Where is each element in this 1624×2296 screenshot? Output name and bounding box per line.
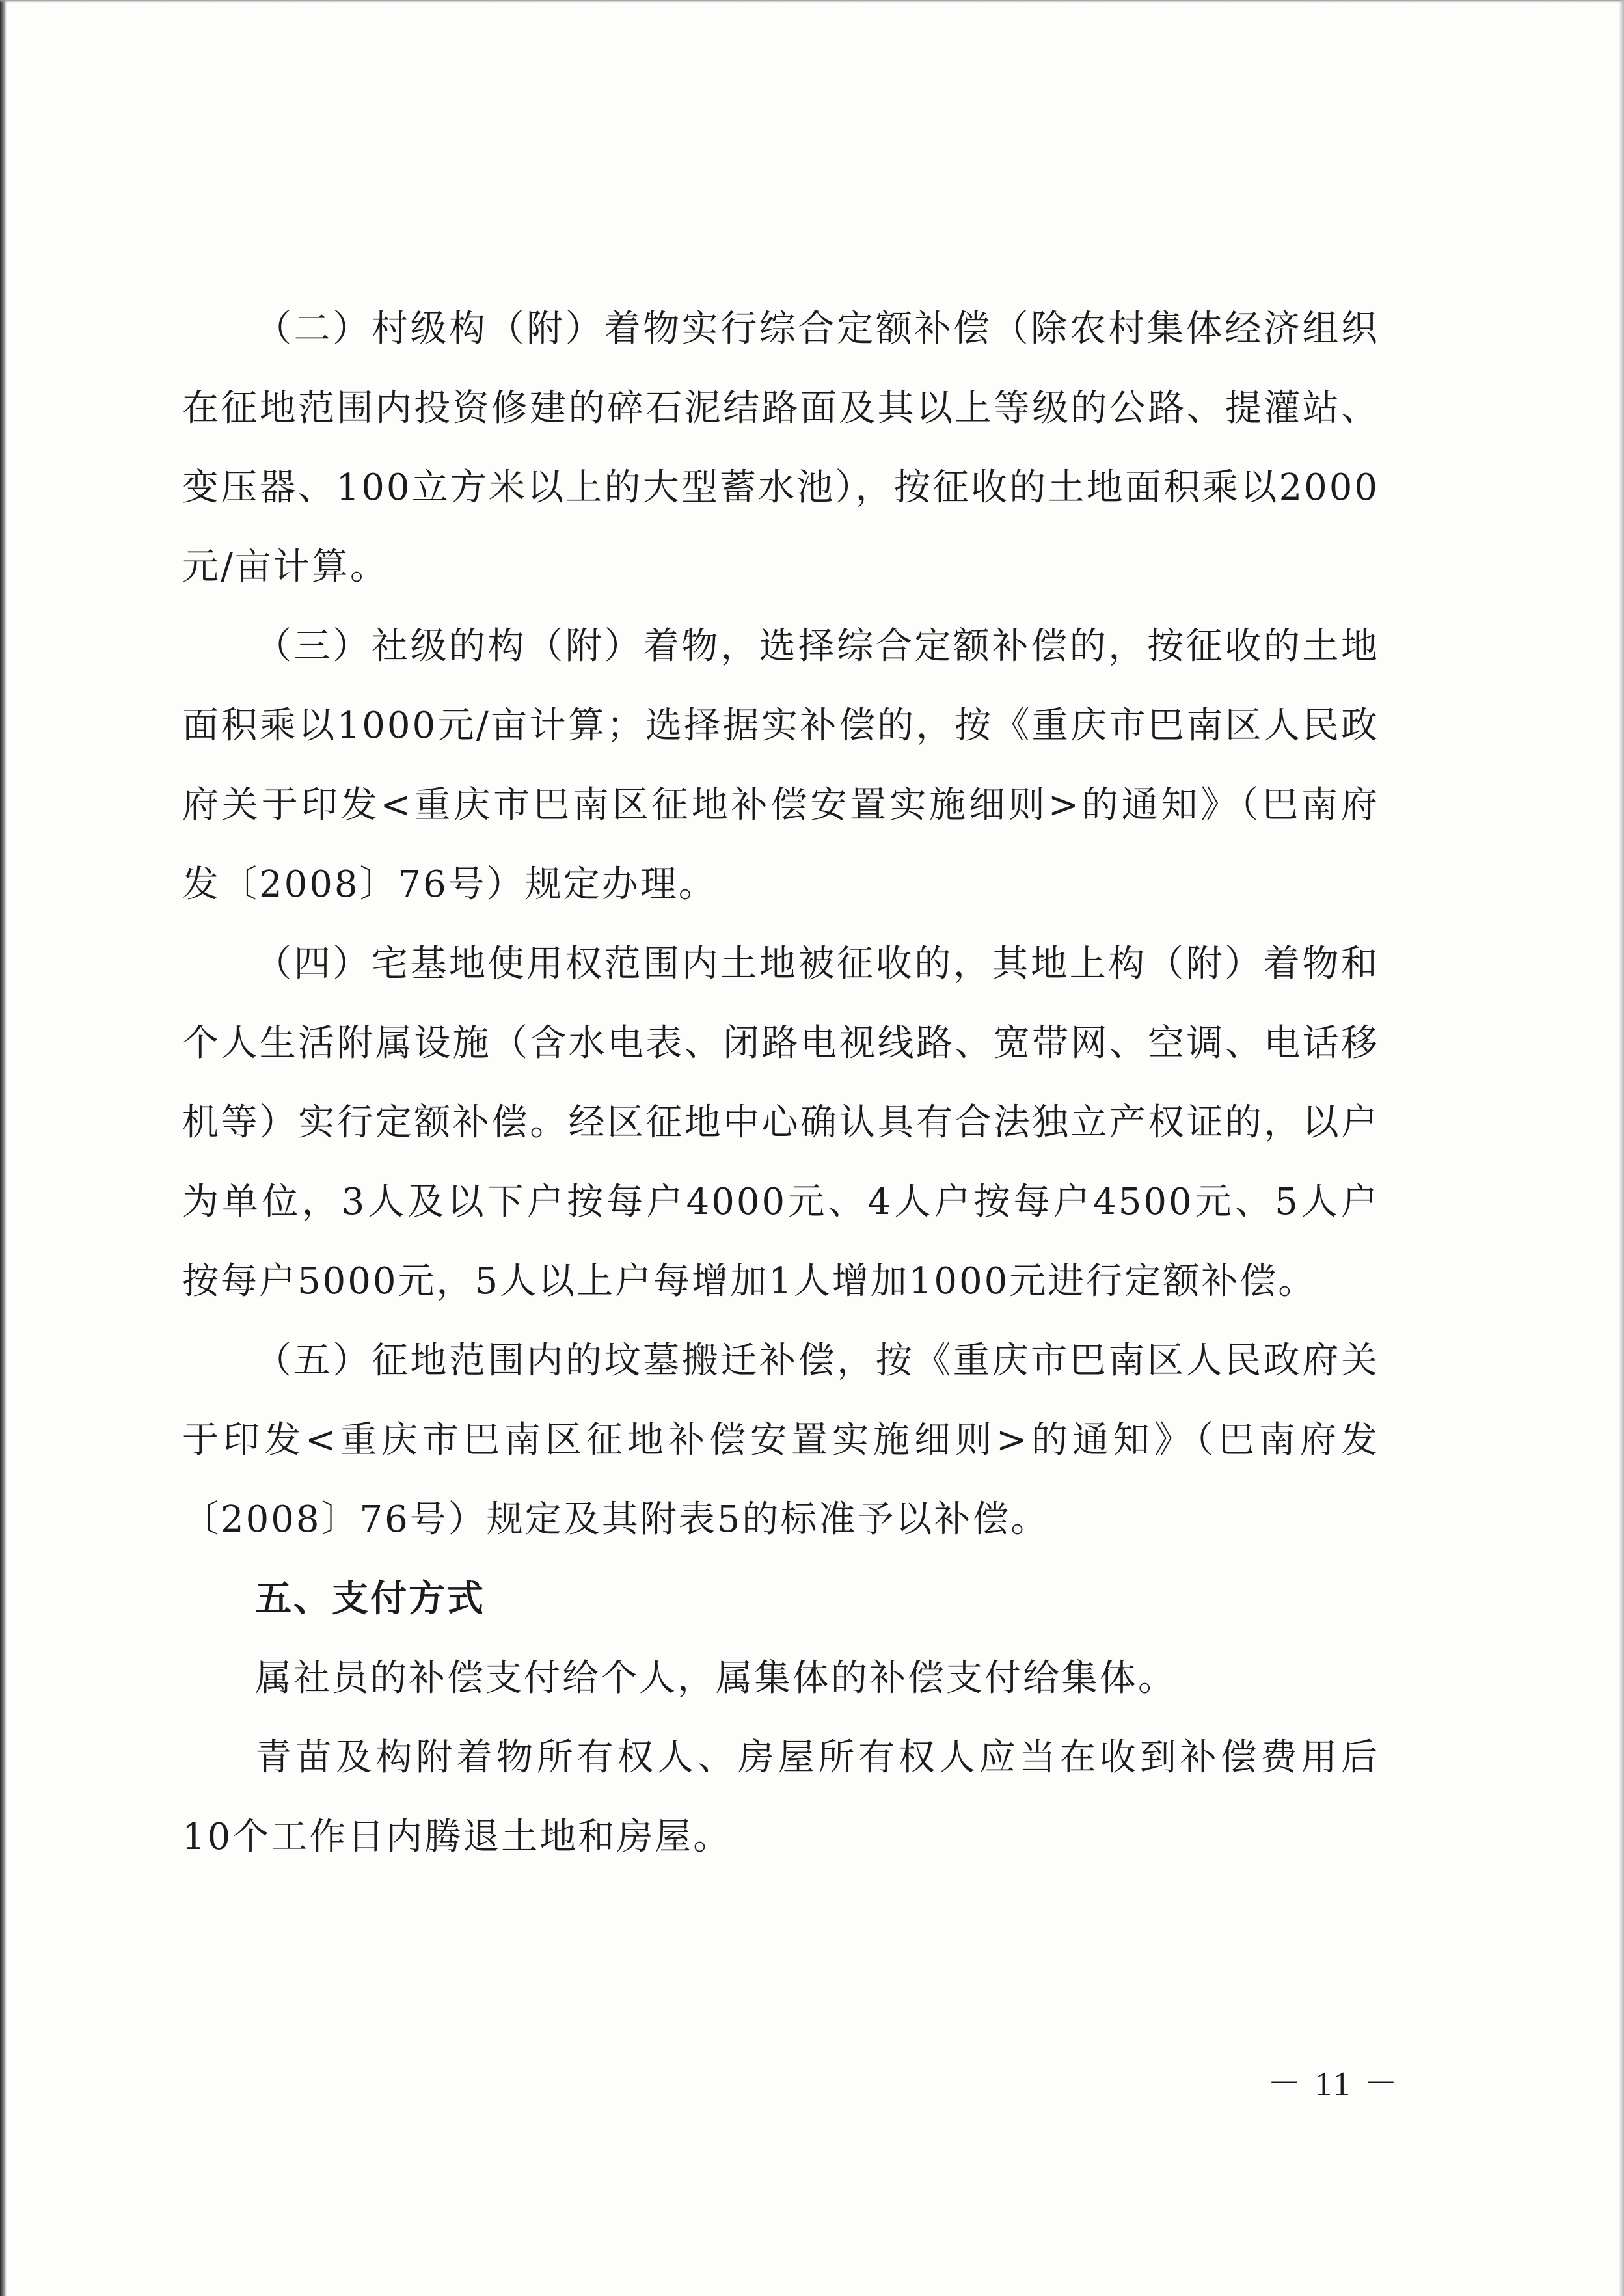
section-heading-payment-method: 五、支付方式 (255, 1578, 485, 1620)
paragraph-village-structures: （二）村级构（附）着物实行综合定额补偿（除农村集体经济组织在征地范围内投资修建的碎石泥结路面及其以上等级的公路、提灌站、变压器、100立方米以上的大型蓄水池），按征收的土地面积乘以2000元/亩计算。 (182, 308, 1379, 588)
paragraph-homestead-compensation: （四）宅基地使用权范围内土地被征收的，其地上构（附）着物和个人生活附属设施（含水电表、闭路电视线路、宽带网、空调、电话移机等）实行定额补偿。经区征地中心确认具有合法独立产权证的，以户为单位，3人及以下户按每户4000元、4人户按每户4500元、5人户按每户5000元，5人以上户每增加1人增加1000元进行定额补偿。 (182, 943, 1379, 1303)
scan-edge-top (0, 0, 1624, 3)
paragraph-payment-recipients: 属社员的补偿支付给个人，属集体的补偿支付给集体。 (255, 1657, 1176, 1699)
scan-edge-left (0, 0, 7, 2296)
paragraph-community-structures: （三）社级的构（附）着物，选择综合定额补偿的，按征收的土地面积乘以1000元/亩计算；选择据实补偿的，按《重庆市巴南区人民政府关于印发<重庆市巴南区征地补偿安置实施细则>的通知》（巴南府发〔2008〕76号）规定办理。 (182, 625, 1379, 906)
page-number: － 11 － (1267, 2066, 1401, 2103)
scan-edge-right (1619, 0, 1624, 2296)
paragraph-vacate-deadline: 青苗及构附着物所有权人、房屋所有权人应当在收到补偿费用后10个工作日内腾退土地和房屋。 (182, 1736, 1379, 1858)
document-body (182, 290, 1379, 1877)
paragraph-grave-relocation: （五）征地范围内的坟墓搬迁补偿，按《重庆市巴南区人民政府关于印发<重庆市巴南区征地补偿安置实施细则>的通知》（巴南府发〔2008〕76号）规定及其附表5的标准予以补偿。 (182, 1340, 1379, 1541)
